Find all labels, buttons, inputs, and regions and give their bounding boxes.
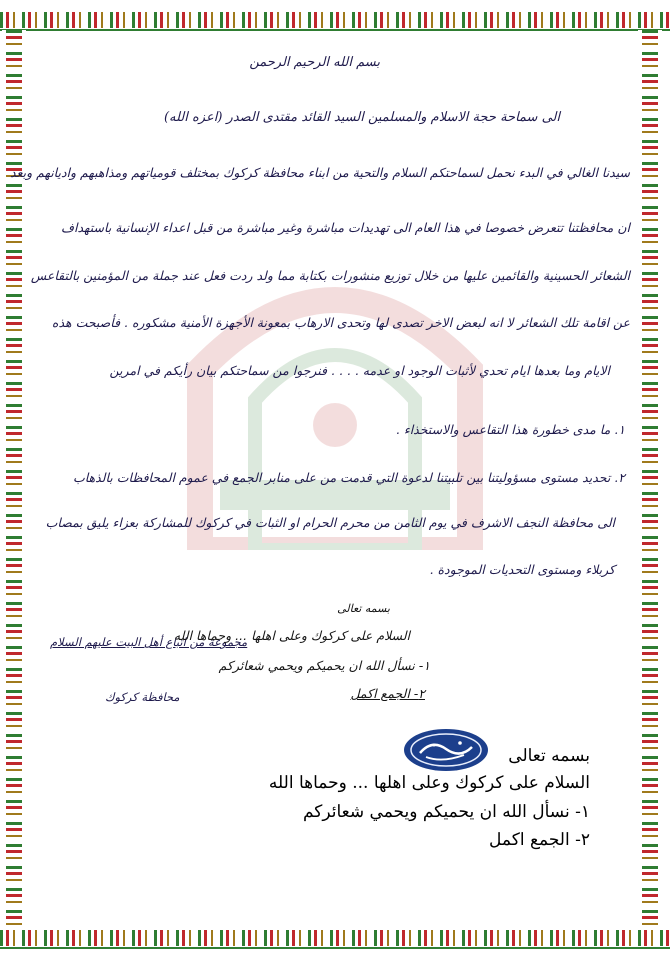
question-item: كربلاء ومستوى التحديات الموجودة .: [429, 562, 615, 577]
sender-group: مجموعة من اتباع أهل البيت عليهم السلام: [50, 635, 248, 649]
paragraph-line: سيدنا الغالي في البدء نحمل لسماحتكم السلام والتحية من ابناء محافظة كركوك بمختلف قومياتهم ومذاهبهم واديانهم وبعد: [10, 165, 630, 180]
sender-province: محافظة كركوك: [105, 690, 180, 704]
question-item: ١. ما مدى خطورة هذا التقاعس والاستخذاء .: [395, 422, 625, 437]
question-item: ٢. تحديد مستوى مسؤوليتنا بين تلبيتنا لدعوة التي قدمت من على منابر الجمع في عموم المحافظات بالذهاب: [72, 470, 625, 485]
handwritten-reply-line: ٢- الجمع اكمل: [350, 686, 425, 701]
basmala-heading: بسم الله الرحيم الرحمن: [249, 55, 380, 70]
handwritten-reply-line: السلام على كركوك وعلى اهلها ... وحماها الله: [173, 628, 410, 643]
typed-reply-line: بسمه تعالى: [508, 746, 590, 766]
decorative-border-bottom: [0, 926, 670, 950]
question-item: الى محافظة النجف الاشرف في يوم الثامن من محرم الحرام او الثبات في كركوك للمشاركة بعزاء يليق بمصاب: [45, 515, 615, 530]
typed-reply-line: ٢- الجمع اكمل: [489, 830, 590, 850]
letter-body: [10, 40, 630, 920]
round-seal-stamp-icon: [402, 727, 490, 773]
paragraph-line: عن اقامة تلك الشعائر لا انه لبعض الاخر تصدى لها وتحدى الارهاب بمعونة الأجهزة الأمنية مشكوره . فأصبحت هذه: [51, 315, 630, 330]
paragraph-line: الايام وما بعدها ايام تحدي لأثبات الوجود او عدمه . . . . فنرجوا من سماحتكم بيان رأيكم في امرين: [109, 363, 610, 378]
decorative-border-right: [638, 30, 662, 926]
addressee-line: الى سماحة حجة الاسلام والمسلمين السيد القائد مقتدى الصدر (اعزه الله): [163, 110, 560, 125]
decorative-border-top: [0, 8, 670, 32]
typed-reply-line: السلام على كركوك وعلى اهلها ... وحماها الله: [268, 773, 590, 793]
handwritten-reply-line: بسمه تعالى: [337, 602, 390, 615]
paragraph-line: الشعائر الحسينية والقائمين عليها من خلال توزيع منشورات بكتابة مما ولد ردت فعل عند جملة من المؤمنين بالتقاعس: [30, 268, 630, 283]
handwritten-reply-line: ١- نسأل الله ان يحميكم ويحمي شعائركم: [218, 658, 430, 673]
paragraph-line: ان محافظتنا تتعرض خصوصا في هذا العام الى تهديدات مباشرة وغير مباشرة من قبل اعداء الإنسانية باستهداف: [61, 220, 630, 235]
typed-reply-line: ١- نسأل الله ان يحميكم ويحمي شعائركم: [302, 802, 590, 822]
